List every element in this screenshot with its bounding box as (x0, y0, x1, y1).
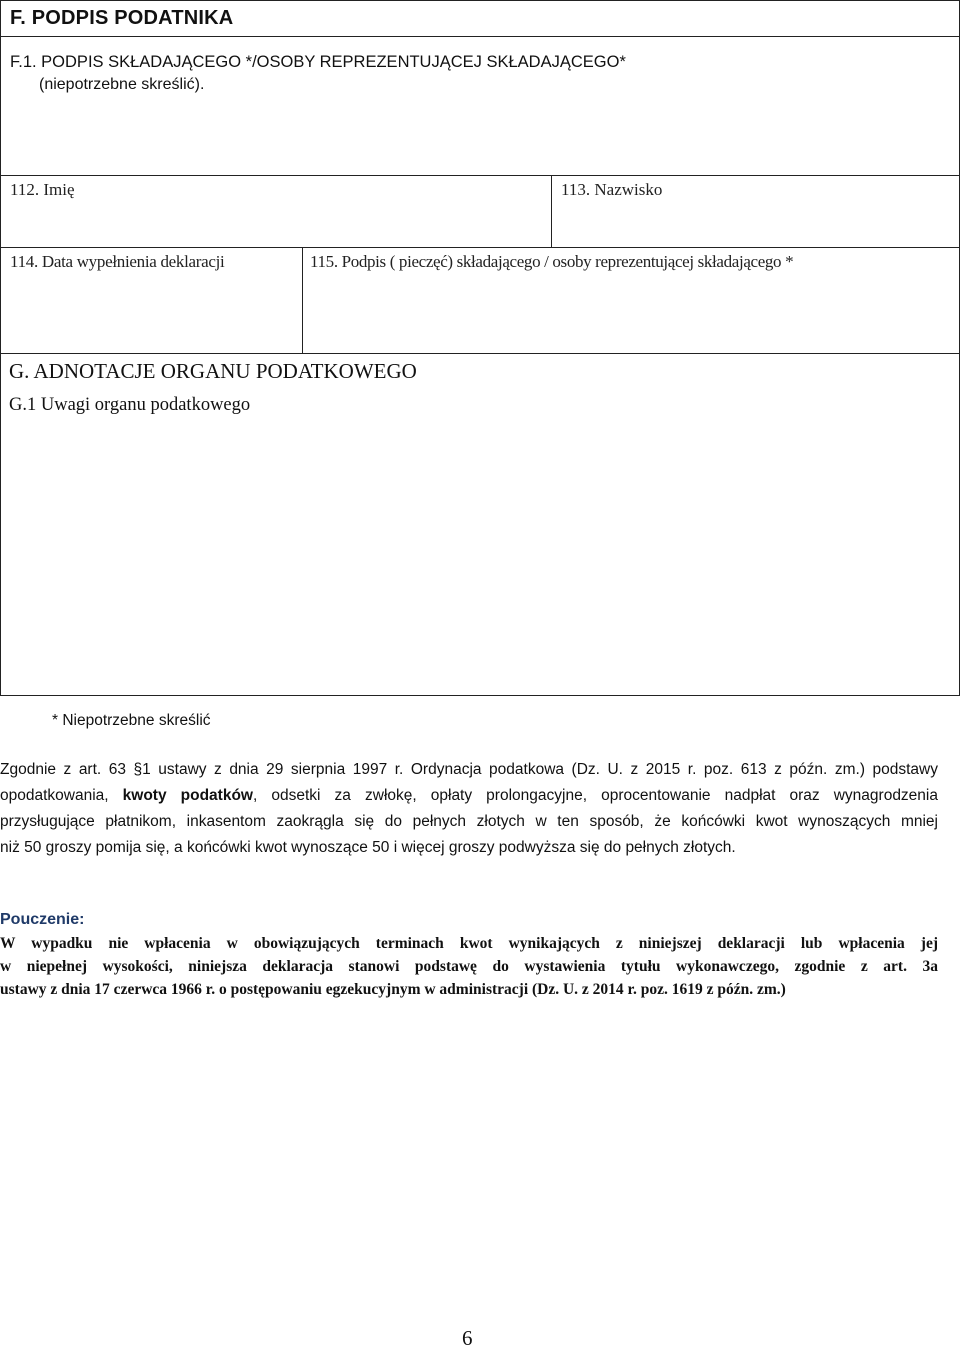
section-f1-box (0, 36, 960, 176)
legal-paragraph (0, 757, 938, 861)
signature-field[interactable] (302, 247, 960, 354)
legal-paragraph-line-1: Zgodnie z art. 63 §1 ustawy z dnia 29 sierpnia 1997 r. Ordynacja podatkowa (Dz. U. z 2015 r. poz. 613 z późn. zm.) podstawy (0, 761, 938, 778)
section-f1-note: (niepotrzebne skreślić). (39, 76, 205, 93)
section-g1-title[interactable]: G.1 Uwagi organu podatkowego (9, 395, 251, 415)
instruction-text (0, 932, 938, 1001)
last-name-field[interactable] (551, 175, 960, 248)
footnote: * Niepotrzebne skreślić (52, 712, 211, 729)
instruction-line-3: ustawy z dnia 17 czerwca 1966 r. o postępowaniu egzekucyjnym w administracji (Dz. U. z 2014 r. poz. 1619 z późn. zm.) (0, 981, 786, 998)
last-name-label: 113. Nazwisko (561, 180, 663, 199)
section-f-header-box (0, 0, 960, 37)
page-number: 6 (462, 1326, 473, 1350)
signature-label: 115. Podpis ( pieczęć) składającego / osoby reprezentującej składającego * (310, 252, 794, 271)
section-g-box (0, 353, 960, 696)
date-field[interactable] (0, 247, 303, 354)
instruction-line-1: W wypadku nie wpłacenia w obowiązujących terminach kwot wynikających z niniejszej deklaracji lub wpłacenia jej (0, 935, 938, 952)
instruction-heading: Pouczenie: (0, 911, 85, 928)
instruction-line-2: w niepełnej wysokości, niniejsza deklaracja stanowi podstawę do wystawienia tytułu wykonawczego, zgodnie z art. 3a (0, 958, 938, 975)
legal-paragraph-line-4: niż 50 groszy pomija się, a końcówki kwot wynoszące 50 i więcej groszy podwyższa się do pełnych złotych. (0, 839, 736, 856)
first-name-field[interactable] (0, 175, 552, 248)
section-f1-title: F.1. PODPIS SKŁADAJĄCEGO */OSOBY REPREZENTUJĄCEJ SKŁADAJĄCEGO* (10, 53, 626, 71)
section-g-title: G. ADNOTACJE ORGANU PODATKOWEGO (9, 359, 417, 383)
legal-paragraph-bold-phrase: kwoty podatków (122, 787, 253, 804)
legal-paragraph-line-2: opodatkowania, kwoty podatków, odsetki za zwłokę, opłaty prolongacyjne, oprocentowanie nadpłat oraz wynagrodzenia (0, 787, 938, 804)
date-label: 114. Data wypełnienia deklaracji (10, 252, 225, 271)
first-name-label: 112. Imię (10, 180, 75, 199)
legal-paragraph-line-3: przysługujące płatnikom, inkasentom zaokrągla się do pełnych złotych w ten sposób, że końcówki kwot wynoszących mniej (0, 813, 938, 830)
section-f-title: F. PODPIS PODATNIKA (10, 7, 234, 29)
